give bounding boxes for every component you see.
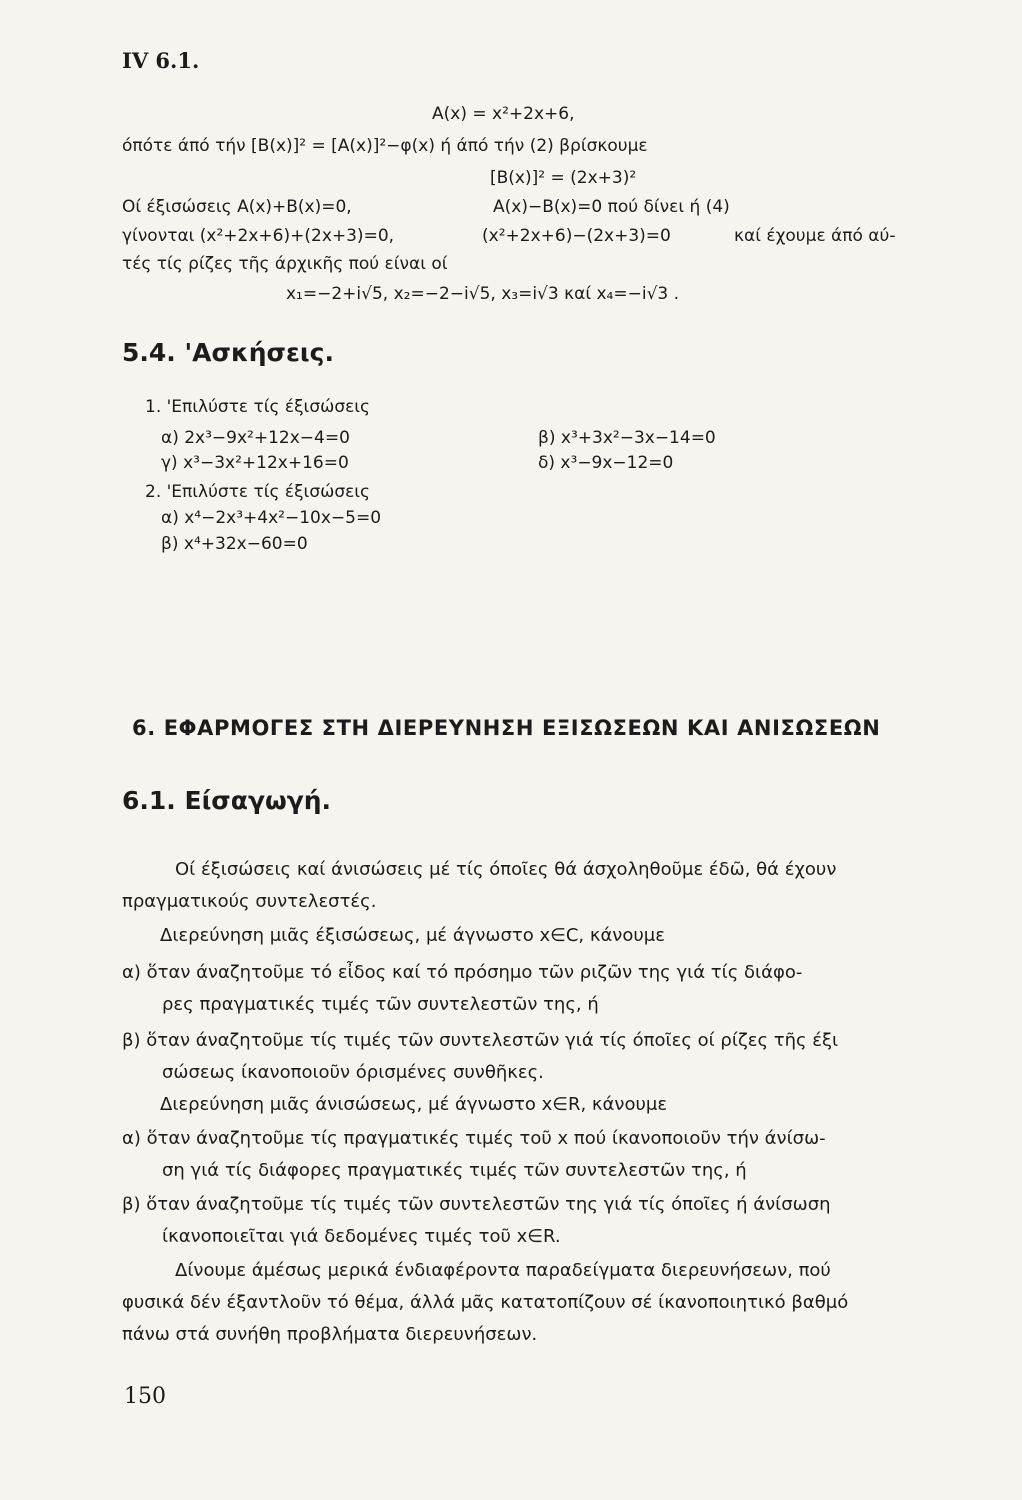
exercise-part: β) x⁴+32x−60=0 [161, 534, 308, 554]
paragraph-line: πραγματικούς συντελεστές. [122, 891, 377, 912]
paragraph-line: πάνω στά συνήθη προβλήματα διερευνήσεων. [122, 1324, 538, 1345]
running-header: IV 6.1. [122, 48, 200, 73]
exercise-part: β) x³+3x²−3x−14=0 [538, 428, 716, 448]
paragraph-line: σώσεως ίκανοποιοῦν όρισμένες συνθῆκες. [162, 1062, 544, 1083]
text-line: A(x)−B(x)=0 πού δίνει ή (4) [493, 197, 730, 217]
exercise-part: δ) x³−9x−12=0 [538, 453, 674, 473]
paragraph-line: φυσικά δέν έξαντλοῦν τό θέμα, άλλά μᾶς κατατοπίζουν σέ ίκανοποιητικό βαθμό [122, 1292, 849, 1313]
equation-a: A(x) = x²+2x+6, [432, 104, 575, 124]
page-number: 150 [124, 1384, 166, 1409]
paragraph-line: Οί έξισώσεις καί άνισώσεις μέ τίς όποῖες θά άσχοληθοῦμε έδῶ, θά έχουν [175, 859, 837, 880]
roots-line: x₁=−2+i√5, x₂=−2−i√5, x₃=i√3 καί x₄=−i√3 . [286, 284, 680, 304]
text-line: όπότε άπό τήν [B(x)]² = [A(x)]²−φ(x) ή άπό τήν (2) βρίσκουμε [122, 136, 648, 156]
text-line: γίνονται (x²+2x+6)+(2x+3)=0, [122, 226, 395, 246]
paragraph-line: α) ὅταν άναζητοῦμε τίς πραγματικές τιμές τοῦ x πού ίκανοποιοῦν τήν άνίσω- [122, 1128, 826, 1149]
exercise-part: α) x⁴−2x³+4x²−10x−5=0 [161, 508, 382, 528]
text-line: Οί έξισώσεις A(x)+B(x)=0, [122, 197, 352, 217]
paragraph-line: Διερεύνηση μιᾶς άνισώσεως, μέ άγνωστο x∈R, κάνουμε [160, 1094, 668, 1115]
paragraph-line: ρες πραγματικές τιμές τῶν συντελεστῶν της, ή [162, 994, 599, 1015]
exercise-part: α) 2x³−9x²+12x−4=0 [161, 428, 350, 448]
exercise-label: 1. 'Επιλύστε τίς έξισώσεις [145, 397, 371, 417]
paragraph-line: ση γιά τίς διάφορες πραγματικές τιμές τῶν συντελεστῶν της, ή [162, 1160, 747, 1181]
paragraph-line: β) ὅταν άναζητοῦμε τίς τιμές τῶν συντελεστῶν γιά τίς όποῖες οί ρίζες τῆς έξι [122, 1030, 839, 1051]
paragraph-line: Δίνουμε άμέσως μερικά ένδιαφέροντα παραδείγματα διερευνήσεων, πού [175, 1260, 831, 1281]
paragraph-line: α) ὅταν άναζητοῦμε τό εἶδος καί τό πρόσημο τῶν ριζῶν της γιά τίς διάφο- [122, 962, 803, 983]
exercises-title: 5.4. 'Ασκήσεις. [122, 338, 334, 367]
exercise-part: γ) x³−3x²+12x+16=0 [161, 453, 349, 473]
paragraph-line: Διερεύνηση μιᾶς έξισώσεως, μέ άγνωστο x∈C, κάνουμε [160, 925, 665, 946]
chapter-title: 6. ΕΦΑΡΜΟΓΕΣ ΣΤΗ ΔΙΕΡΕΥΝΗΣΗ ΕΞΙΣΩΣΕΩΝ ΚΑΙ ΑΝΙΣΩΣΕΩΝ [132, 716, 881, 740]
text-line: καί έχουμε άπό αύ- [734, 226, 896, 246]
equation-b: [B(x)]² = (2x+3)² [490, 168, 637, 188]
section-title: 6.1. Είσαγωγή. [122, 786, 332, 815]
exercise-label: 2. 'Επιλύστε τίς έξισώσεις [145, 482, 371, 502]
paragraph-line: β) ὅταν άναζητοῦμε τίς τιμές τῶν συντελεστῶν της γιά τίς όποῖες ή άνίσωση [122, 1194, 831, 1215]
text-line: (x²+2x+6)−(2x+3)=0 [482, 226, 671, 246]
text-line: τές τίς ρίζες τῆς άρχικῆς πού είναι οί [122, 254, 448, 274]
paragraph-line: ίκανοποιεῖται γιά δεδομένες τιμές τοῦ x∈R. [162, 1226, 561, 1247]
